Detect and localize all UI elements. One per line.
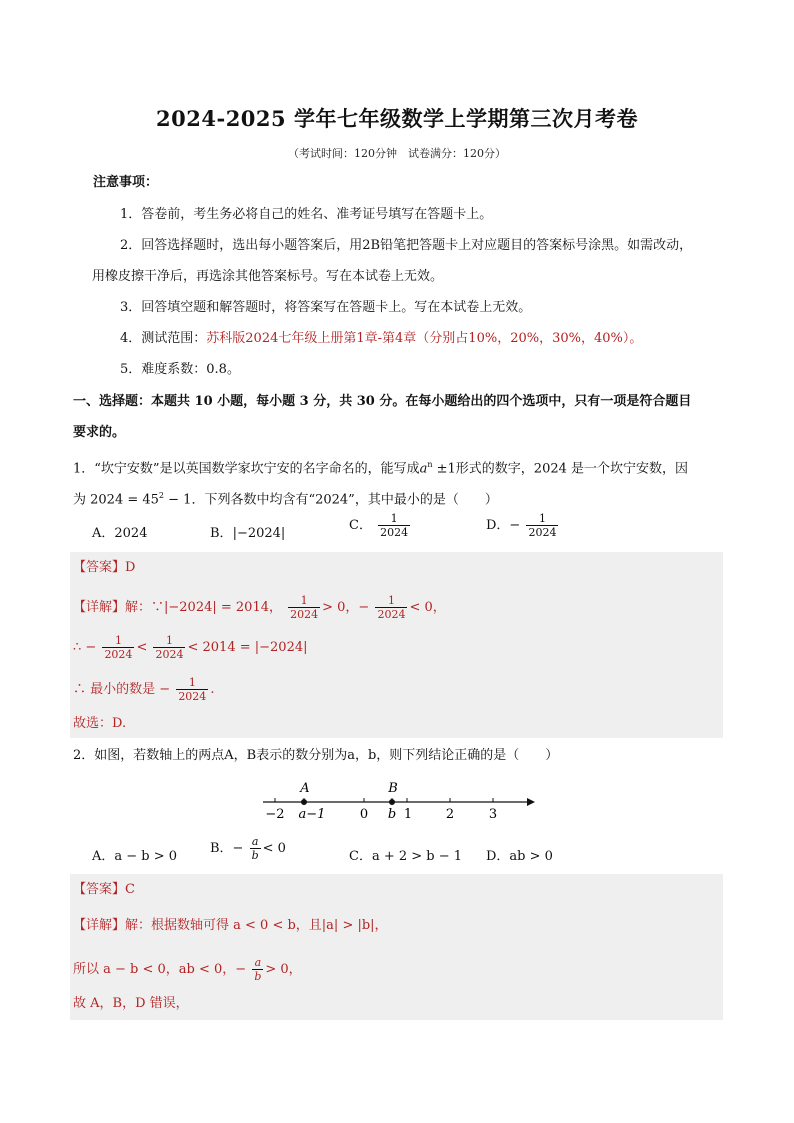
q1-detail-line2 [73, 634, 308, 661]
fraction-numerator: 1 [153, 634, 185, 648]
q2-option-b [210, 835, 286, 862]
answer-tag: 【答案】 [73, 882, 126, 897]
notice-item-5: 5．难度系数：0.8。 [120, 362, 240, 377]
q1-detail-fraction-5 [176, 676, 208, 703]
q1-detail-text-7: ∴ 最小的数是 − [73, 682, 171, 697]
point-a-dot [301, 799, 307, 805]
point-label-b: B [388, 781, 398, 796]
q2-detail-fraction [252, 956, 263, 983]
q2-detail-text-2: 所以 a − b < 0，ab < 0，− [73, 962, 247, 977]
fraction-denominator: 2024 [377, 608, 406, 621]
q2-answer-line [73, 880, 135, 900]
q1-question: − 1．下列各数中均含有“2024”，其中最小的是（ ） [164, 492, 498, 508]
fraction-numerator: 1 [288, 594, 320, 608]
q1-option-d-fraction [526, 512, 558, 539]
q1-detail-line1 [73, 594, 446, 621]
q2-detail-line2 [73, 956, 302, 983]
q1-answer-block [70, 552, 723, 738]
q2-option-c: C．a + 2 > b − 1 [349, 849, 463, 864]
q1-detail-conclusion: 故选：D. [73, 716, 127, 731]
fraction-numerator: 1 [526, 512, 558, 526]
page-subtitle: （考试时间：120分钟 试卷满分：120分） [288, 147, 506, 160]
q1-detail-fraction-1 [288, 594, 320, 621]
fraction-denominator: b [251, 849, 259, 862]
notice-item-4-scope: 苏科版2024七年级上册第1章-第4章（分别占10%，20%，30%，40%）。 [206, 331, 643, 346]
fraction-denominator: 2024 [528, 526, 557, 539]
axis-label-2: 2 [445, 807, 455, 822]
q1-option-b-value: |−2024| [232, 526, 286, 541]
q1-detail-text: 解：∵|−2024| = 2014， [125, 600, 282, 615]
q2-option-b-tail: < 0 [262, 841, 286, 856]
q1-stem-text-2: ±1形式的数字，2024 是一个坎宁安数，因 [432, 461, 689, 477]
fraction-denominator: b [254, 970, 262, 983]
axis-label-3: 3 [488, 807, 498, 822]
q1-option-b [210, 522, 285, 541]
q2-option-a: A．a − b > 0 [92, 849, 178, 864]
axis-label-minus2: −2 [265, 807, 285, 822]
axis-label-b: b [387, 807, 397, 822]
q1-option-d-label: D．− [486, 518, 521, 533]
q1-var-a: a [419, 461, 428, 477]
fraction-denominator: 2024 [290, 608, 319, 621]
q1-stem-line1 [73, 455, 688, 479]
answer-tag: 【答案】 [73, 560, 126, 575]
q2-detail-line1 [73, 916, 388, 936]
q1-stem-text: 1．“坎宁安数”是以英国数学家坎宁安的名字命名的，能写成 [73, 461, 420, 477]
q1-detail-fraction-2 [375, 594, 407, 621]
fraction-numerator: 1 [378, 512, 410, 526]
q1-equation: 为 2024 = 45 [73, 492, 159, 508]
q2-detail-line3 [73, 994, 189, 1014]
q1-detail-text-5: < [136, 640, 148, 655]
q1-detail-text-3: < 0， [409, 600, 446, 615]
notice-item-2: 2．回答选择题时，选出每小题答案后，用2B铅笔把答题卡上对应题目的答案标号涂黑。如需改动， [120, 238, 693, 253]
detail-tag: 【详解】 [73, 600, 126, 615]
q1-detail-text-2: > 0，− [322, 600, 370, 615]
q2-answer-value: C [125, 882, 135, 897]
q1-option-c [349, 512, 412, 539]
axis-label-a-minus-1: a−1 [298, 807, 326, 822]
q2-stem: 2．如图，若数轴上的两点A，B表示的数分别为a，b，则下列结论正确的是（ ） [73, 748, 559, 763]
q1-detail-text-8: . [210, 682, 215, 697]
q1-option-d [486, 512, 560, 539]
q1-option-b-label: B． [210, 526, 233, 541]
notice-item-1: 1．答卷前，考生务必将自己的姓名、准考证号填写在答题卡上。 [120, 207, 493, 222]
fraction-denominator: 2024 [380, 526, 409, 539]
q1-exp-n: n [427, 460, 433, 469]
detail-tag: 【详解】 [73, 918, 126, 933]
q1-stem-line2 [73, 486, 498, 510]
point-label-a: A [300, 781, 310, 796]
notice-item-4-prefix: 4．测试范围： [120, 331, 207, 346]
q2-option-d: D．ab > 0 [486, 849, 553, 864]
q1-detail-line3 [73, 676, 214, 703]
fraction-numerator: a [250, 835, 261, 849]
arrow-right-icon [527, 798, 535, 806]
page-title: 2024-2025 学年七年级数学上学期第三次月考卷 [156, 106, 638, 131]
fraction-denominator: 2024 [155, 648, 184, 661]
q1-detail-text-6: < 2014 = |−2024| [187, 640, 308, 655]
fraction-numerator: 1 [176, 676, 208, 690]
q1-option-c-label: C． [349, 518, 372, 533]
number-line-figure [255, 778, 545, 826]
q2-detail-conclusion: 故 A，B，D 错误， [73, 996, 189, 1011]
notice-heading: 注意事项： [93, 175, 159, 190]
q1-detail-line4 [73, 714, 126, 734]
axis-label-0: 0 [359, 807, 369, 822]
q1-detail-fraction-3 [102, 634, 134, 661]
q1-detail-fraction-4 [153, 634, 185, 661]
q1-answer-value: D [125, 560, 136, 575]
q1-detail-text-4: ∴ − [73, 640, 97, 655]
q1-answer-line [73, 558, 135, 578]
point-b-dot [389, 799, 395, 805]
fraction-numerator: 1 [375, 594, 407, 608]
fraction-numerator: a [252, 956, 263, 970]
q2-detail-text-3: > 0， [265, 962, 302, 977]
q1-option-c-fraction [378, 512, 410, 539]
q2-answer-block [70, 874, 723, 1020]
section-heading-line1: 一、选择题：本题共 10 小题，每小题 3 分，共 30 分。在每小题给出的四个选项中，只有一项是符合题目 [73, 394, 692, 409]
q2-option-b-fraction [250, 835, 261, 862]
notice-item-4 [120, 329, 642, 349]
section-heading-line2: 要求的。 [73, 425, 126, 440]
axis-label-1: 1 [403, 807, 413, 822]
notice-item-2-cont: 用橡皮擦干净后，再选涂其他答案标号。写在本试卷上无效。 [92, 269, 444, 284]
q2-detail-text: 解：根据数轴可得 a < 0 < b，且|a| > |b|， [125, 918, 388, 933]
q2-option-b-label: B．− [210, 841, 244, 856]
fraction-denominator: 2024 [178, 690, 207, 703]
fraction-denominator: 2024 [104, 648, 133, 661]
notice-item-3: 3．回答填空题和解答题时，将答案写在答题卡上。写在本试卷上无效。 [120, 300, 532, 315]
fraction-numerator: 1 [102, 634, 134, 648]
q1-exp-2: 2 [158, 491, 165, 500]
q1-option-a: A．2024 [92, 526, 148, 541]
